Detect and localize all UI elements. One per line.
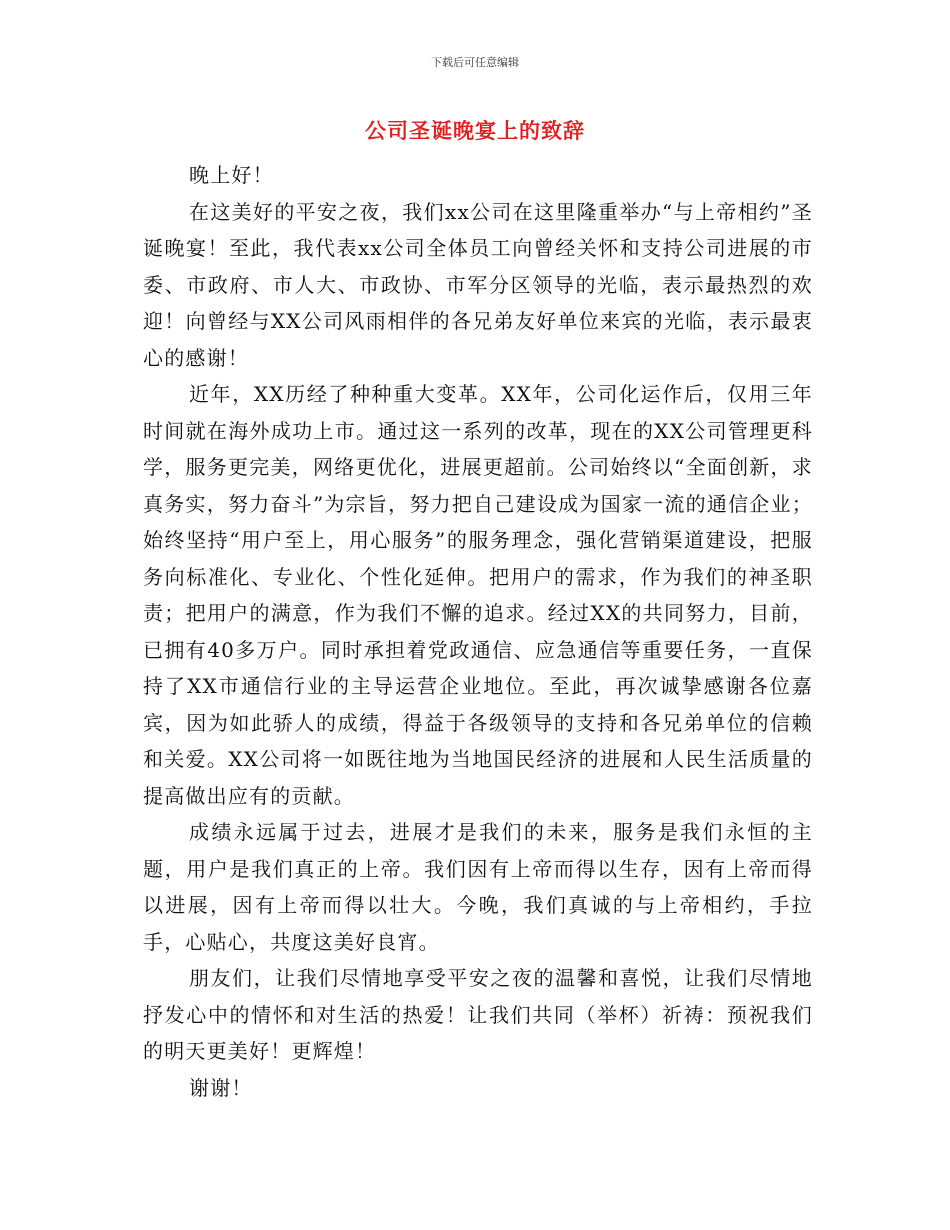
paragraph-future: 成绩永远属于过去，进展才是我们的未来，服务是我们永恒的主题，用户是我们真正的上帝。我们因有上帝而得以生存，因有上帝而得以进展，因有上帝而得以壮大。今晚，我们真诚的与上帝相约，手拉手，心贴心，共度这美好良宵。: [143, 820, 813, 954]
paragraph-toast: 朋友们，让我们尽情地享受平安之夜的温馨和喜悦，让我们尽情地抒发心中的情怀和对生活的热爱！让我们共同（举杯）祈祷：预祝我们的明天更美好！更辉煌！: [143, 966, 813, 1063]
document-body: [143, 157, 813, 1106]
header-note: 下载后可任意编辑: [431, 56, 519, 69]
paragraph-welcome: 在这美好的平安之夜，我们xx公司在这里隆重举办“与上帝相约”圣诞晚宴！至此，我代表xx公司全体员工向曾经关怀和支持公司进展的市委、市政府、市人大、市政协、市军分区领导的光临，表示最热烈的欢迎！向曾经与XX公司风雨相伴的各兄弟友好单位来宾的光临，表示最衷心的感谢！: [143, 199, 813, 370]
paragraph-thanks: 谢谢！: [189, 1075, 253, 1100]
paragraph-history: 近年，XX历经了种种重大变革。XX年，公司化运作后，仅用三年时间就在海外成功上市。通过这一系列的改革，现在的XX公司管理更科学，服务更完美，网络更优化，进展更超前。公司始终以“全面创新，求真务实，努力奋斗”为宗旨，努力把自己建设成为国家一流的通信企业；始终坚持“用户至上，用心服务”的服务理念，强化营销渠道建设，把服务向标准化、专业化、个性化延伸。把用户的需求，作为我们的神圣职责；把用户的满意，作为我们不懈的追求。经过XX的共同努力，目前，已拥有40多万户。同时承担着党政通信、应急通信等重要任务，一直保持了XX市通信行业的主导运营企业地位。至此，再次诚挚感谢各位嘉宾，因为如此骄人的成绩，得益于各级领导的支持和各兄弟单位的信赖和关爱。XX公司将一如既往地为当地国民经济的进展和人民生活质量的提高做出应有的贡献。: [143, 382, 813, 808]
document-title: 公司圣诞晚宴上的致辞: [365, 119, 585, 143]
paragraph-greeting: 晚上好！: [189, 163, 274, 187]
